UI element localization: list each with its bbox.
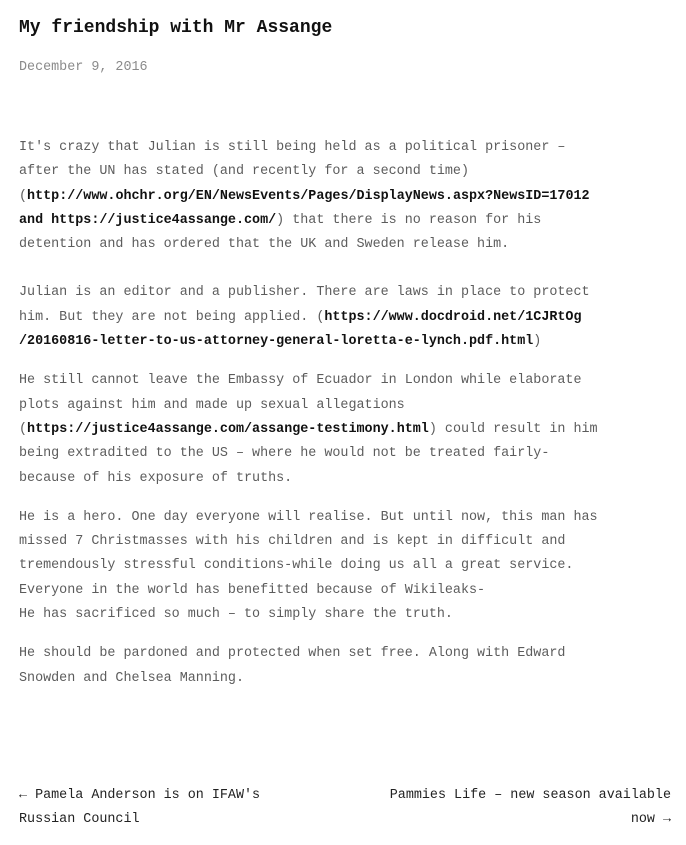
paragraph-line <box>19 185 671 209</box>
paragraph-line: Everyone in the world has benefitted because of Wikileaks- <box>19 582 486 598</box>
paragraph-line: after the UN has stated (and recently for a second time) <box>19 164 469 180</box>
paragraph-line: tremendously stressful conditions-while doing us all a great service. <box>19 558 574 574</box>
paragraph-text: him. But they are not being applied. ( <box>19 309 325 325</box>
paragraph-1 <box>19 136 671 257</box>
ohchr-link[interactable]: http://www.ohchr.org/EN/NewsEvents/Pages/DisplayNews.aspx?NewsID=17012 <box>27 188 590 204</box>
paragraph-line: because of his exposure of truths. <box>19 470 293 486</box>
post-date: December 9, 2016 <box>19 60 148 75</box>
paragraph-text: ) could result in him <box>428 421 598 437</box>
paragraph-line <box>19 306 671 330</box>
paragraph-line: Snowden and Chelsea Manning. <box>19 670 244 686</box>
previous-post-line-2: Russian Council <box>19 812 140 827</box>
paragraph-line: detention and has ordered that the UK and Sweden release him. <box>19 237 510 253</box>
justice4assange-link[interactable]: and https://justice4assange.com/ <box>19 212 277 228</box>
paragraph-line <box>19 209 671 233</box>
docdroid-link[interactable]: https://www.docdroid.net/1CJRtOg <box>324 309 582 325</box>
post-title: My friendship with Mr Assange <box>19 18 333 38</box>
paragraph-line: It's crazy that Julian is still being held as a political prisoner – <box>19 140 566 155</box>
next-post-line-2: now → <box>630 812 671 827</box>
next-post-link[interactable] <box>390 784 671 832</box>
previous-post-line-1: ← Pamela Anderson is on IFAW's <box>19 788 261 803</box>
paragraph-line: He is a hero. One day everyone will realise. But until now, this man has <box>19 509 598 525</box>
paren-open: ( <box>19 421 28 437</box>
paragraph-line: being extradited to the US – where he would not be treated fairly- <box>19 446 550 462</box>
paragraph-line: missed 7 Christmasses with his children and is kept in difficult and <box>19 534 566 550</box>
paren-close: ) <box>533 334 542 350</box>
post-content <box>19 136 671 691</box>
paragraph-3 <box>19 369 671 490</box>
previous-post-link[interactable] <box>19 784 260 832</box>
docdroid-link-continued[interactable]: /20160816-letter-to-us-attorney-general-loretta-e-lynch.pdf.html <box>19 334 534 350</box>
paragraph-line <box>19 418 671 442</box>
assange-testimony-link[interactable]: https://justice4assange.com/assange-testimony.html <box>27 421 429 437</box>
paragraph-line <box>19 330 671 354</box>
paren-open: ( <box>19 188 28 204</box>
paragraph-line: He still cannot leave the Embassy of Ecuador in London while elaborate <box>19 373 582 389</box>
paragraph-line: Julian is an editor and a publisher. There are laws in place to protect <box>19 285 590 301</box>
paragraph-2 <box>19 281 671 354</box>
paragraph-line: He should be pardoned and protected when set free. Along with Edward <box>19 646 566 662</box>
next-post-line-1: Pammies Life – new season available <box>389 788 671 803</box>
paragraph-4 <box>19 506 671 627</box>
paragraph-line: plots against him and made up sexual allegations <box>19 397 405 413</box>
paragraph-line: He has sacrificed so much – to simply share the truth. <box>19 607 453 623</box>
paragraph-5 <box>19 642 671 691</box>
paragraph-text: ) that there is no reason for his <box>276 212 542 228</box>
